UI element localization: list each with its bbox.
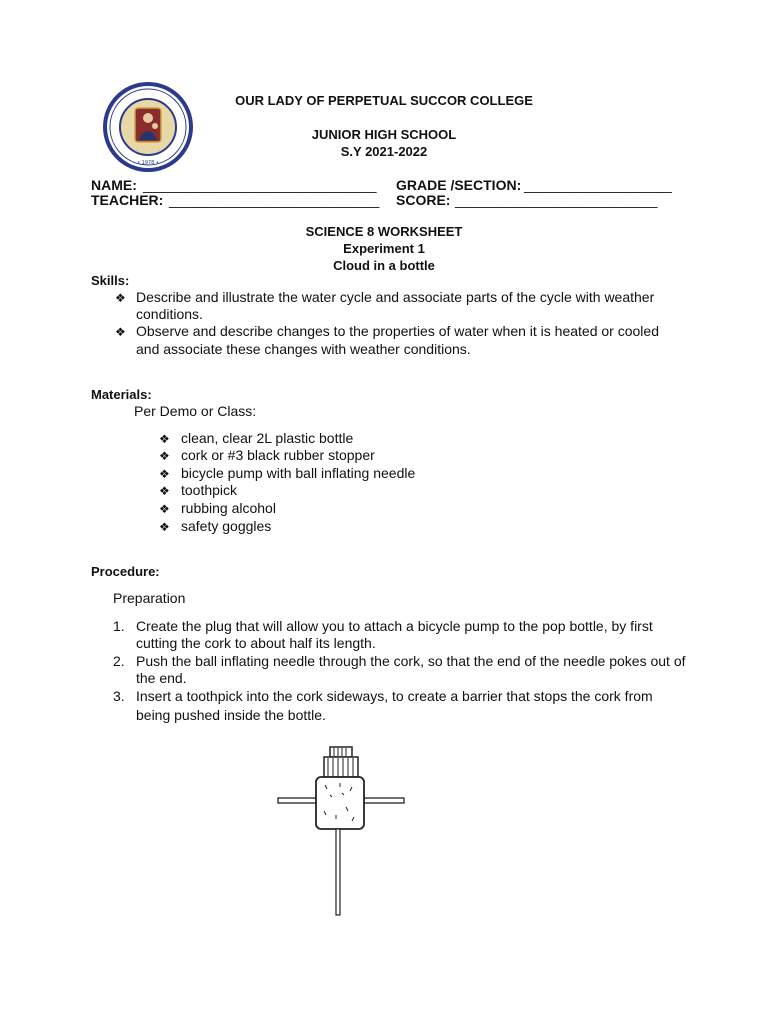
diamond-bullet-icon: ❖ [159, 432, 170, 446]
diamond-bullet-icon: ❖ [159, 467, 170, 481]
step-text-line: Insert a toothpick into the cork sideways, to create a barrier that stops the cork from [136, 688, 653, 704]
experiment-number: Experiment 1 [343, 241, 425, 256]
procedure-heading: Procedure: [91, 564, 160, 579]
school-year: S.Y 2021-2022 [340, 144, 428, 159]
teacher-field[interactable]: ___________________________ [169, 192, 380, 208]
material-text: safety goggles [181, 518, 272, 534]
step-text-line: Push the ball inflating needle through the cork, so that the end of the needle pokes out of [136, 653, 686, 669]
name-label: NAME: [91, 177, 137, 193]
skill-text-line: conditions. [136, 306, 203, 322]
diamond-bullet-icon: ❖ [159, 502, 170, 516]
procedure-subheading: Preparation [113, 590, 186, 606]
grade-section-field[interactable]: ___________________ [524, 177, 672, 193]
material-text: bicycle pump with ball inflating needle [181, 465, 416, 481]
step-text-line: cutting the cork to about half its length. [136, 635, 376, 651]
worksheet-title: SCIENCE 8 WORKSHEET [305, 224, 463, 239]
diamond-bullet-icon: ❖ [159, 449, 170, 463]
step-text-line: being pushed inside the bottle. [136, 707, 326, 723]
college-name: OUR LADY OF PERPETUAL SUCCOR COLLEGE [235, 93, 533, 108]
material-text: clean, clear 2L plastic bottle [181, 430, 354, 446]
cork-icon [316, 777, 364, 829]
material-text: cork or #3 black rubber stopper [181, 447, 375, 463]
cork-needle-diagram [270, 745, 410, 920]
svg-text:• 1978 •: • 1978 • [137, 160, 159, 166]
skill-text-line: Describe and illustrate the water cycle and associate parts of the cycle with weather [136, 289, 655, 305]
needle-valve-icon [324, 747, 358, 777]
material-text: rubbing alcohol [181, 500, 276, 516]
diamond-bullet-icon: ❖ [159, 520, 170, 534]
step-text-line: the end. [136, 670, 187, 686]
step-text-line: Create the plug that will allow you to attach a bicycle pump to the pop bottle, by first [136, 618, 653, 634]
needle-icon [336, 829, 340, 915]
diamond-bullet-icon: ❖ [115, 325, 126, 339]
step-number: 1. [113, 618, 125, 634]
diamond-bullet-icon: ❖ [159, 484, 170, 498]
materials-subheading: Per Demo or Class: [134, 403, 257, 419]
step-number: 3. [113, 688, 125, 704]
score-field[interactable]: __________________________ [455, 192, 658, 208]
skills-heading: Skills: [91, 273, 130, 288]
school-name: JUNIOR HIGH SCHOOL [311, 127, 457, 142]
score-label: SCORE: [396, 192, 451, 208]
grade-section-label: GRADE /SECTION: [396, 177, 522, 193]
skill-text-line: Observe and describe changes to the properties of water when it is heated or cooled [136, 323, 659, 339]
material-text: toothpick [181, 482, 238, 498]
experiment-name: Cloud in a bottle [333, 258, 435, 273]
materials-heading: Materials: [91, 387, 152, 402]
diamond-bullet-icon: ❖ [115, 291, 126, 305]
teacher-label: TEACHER: [91, 192, 164, 208]
name-field[interactable]: ______________________________ [143, 177, 377, 193]
skill-text-line: and associate these changes with weather conditions. [136, 341, 471, 357]
step-number: 2. [113, 653, 125, 669]
